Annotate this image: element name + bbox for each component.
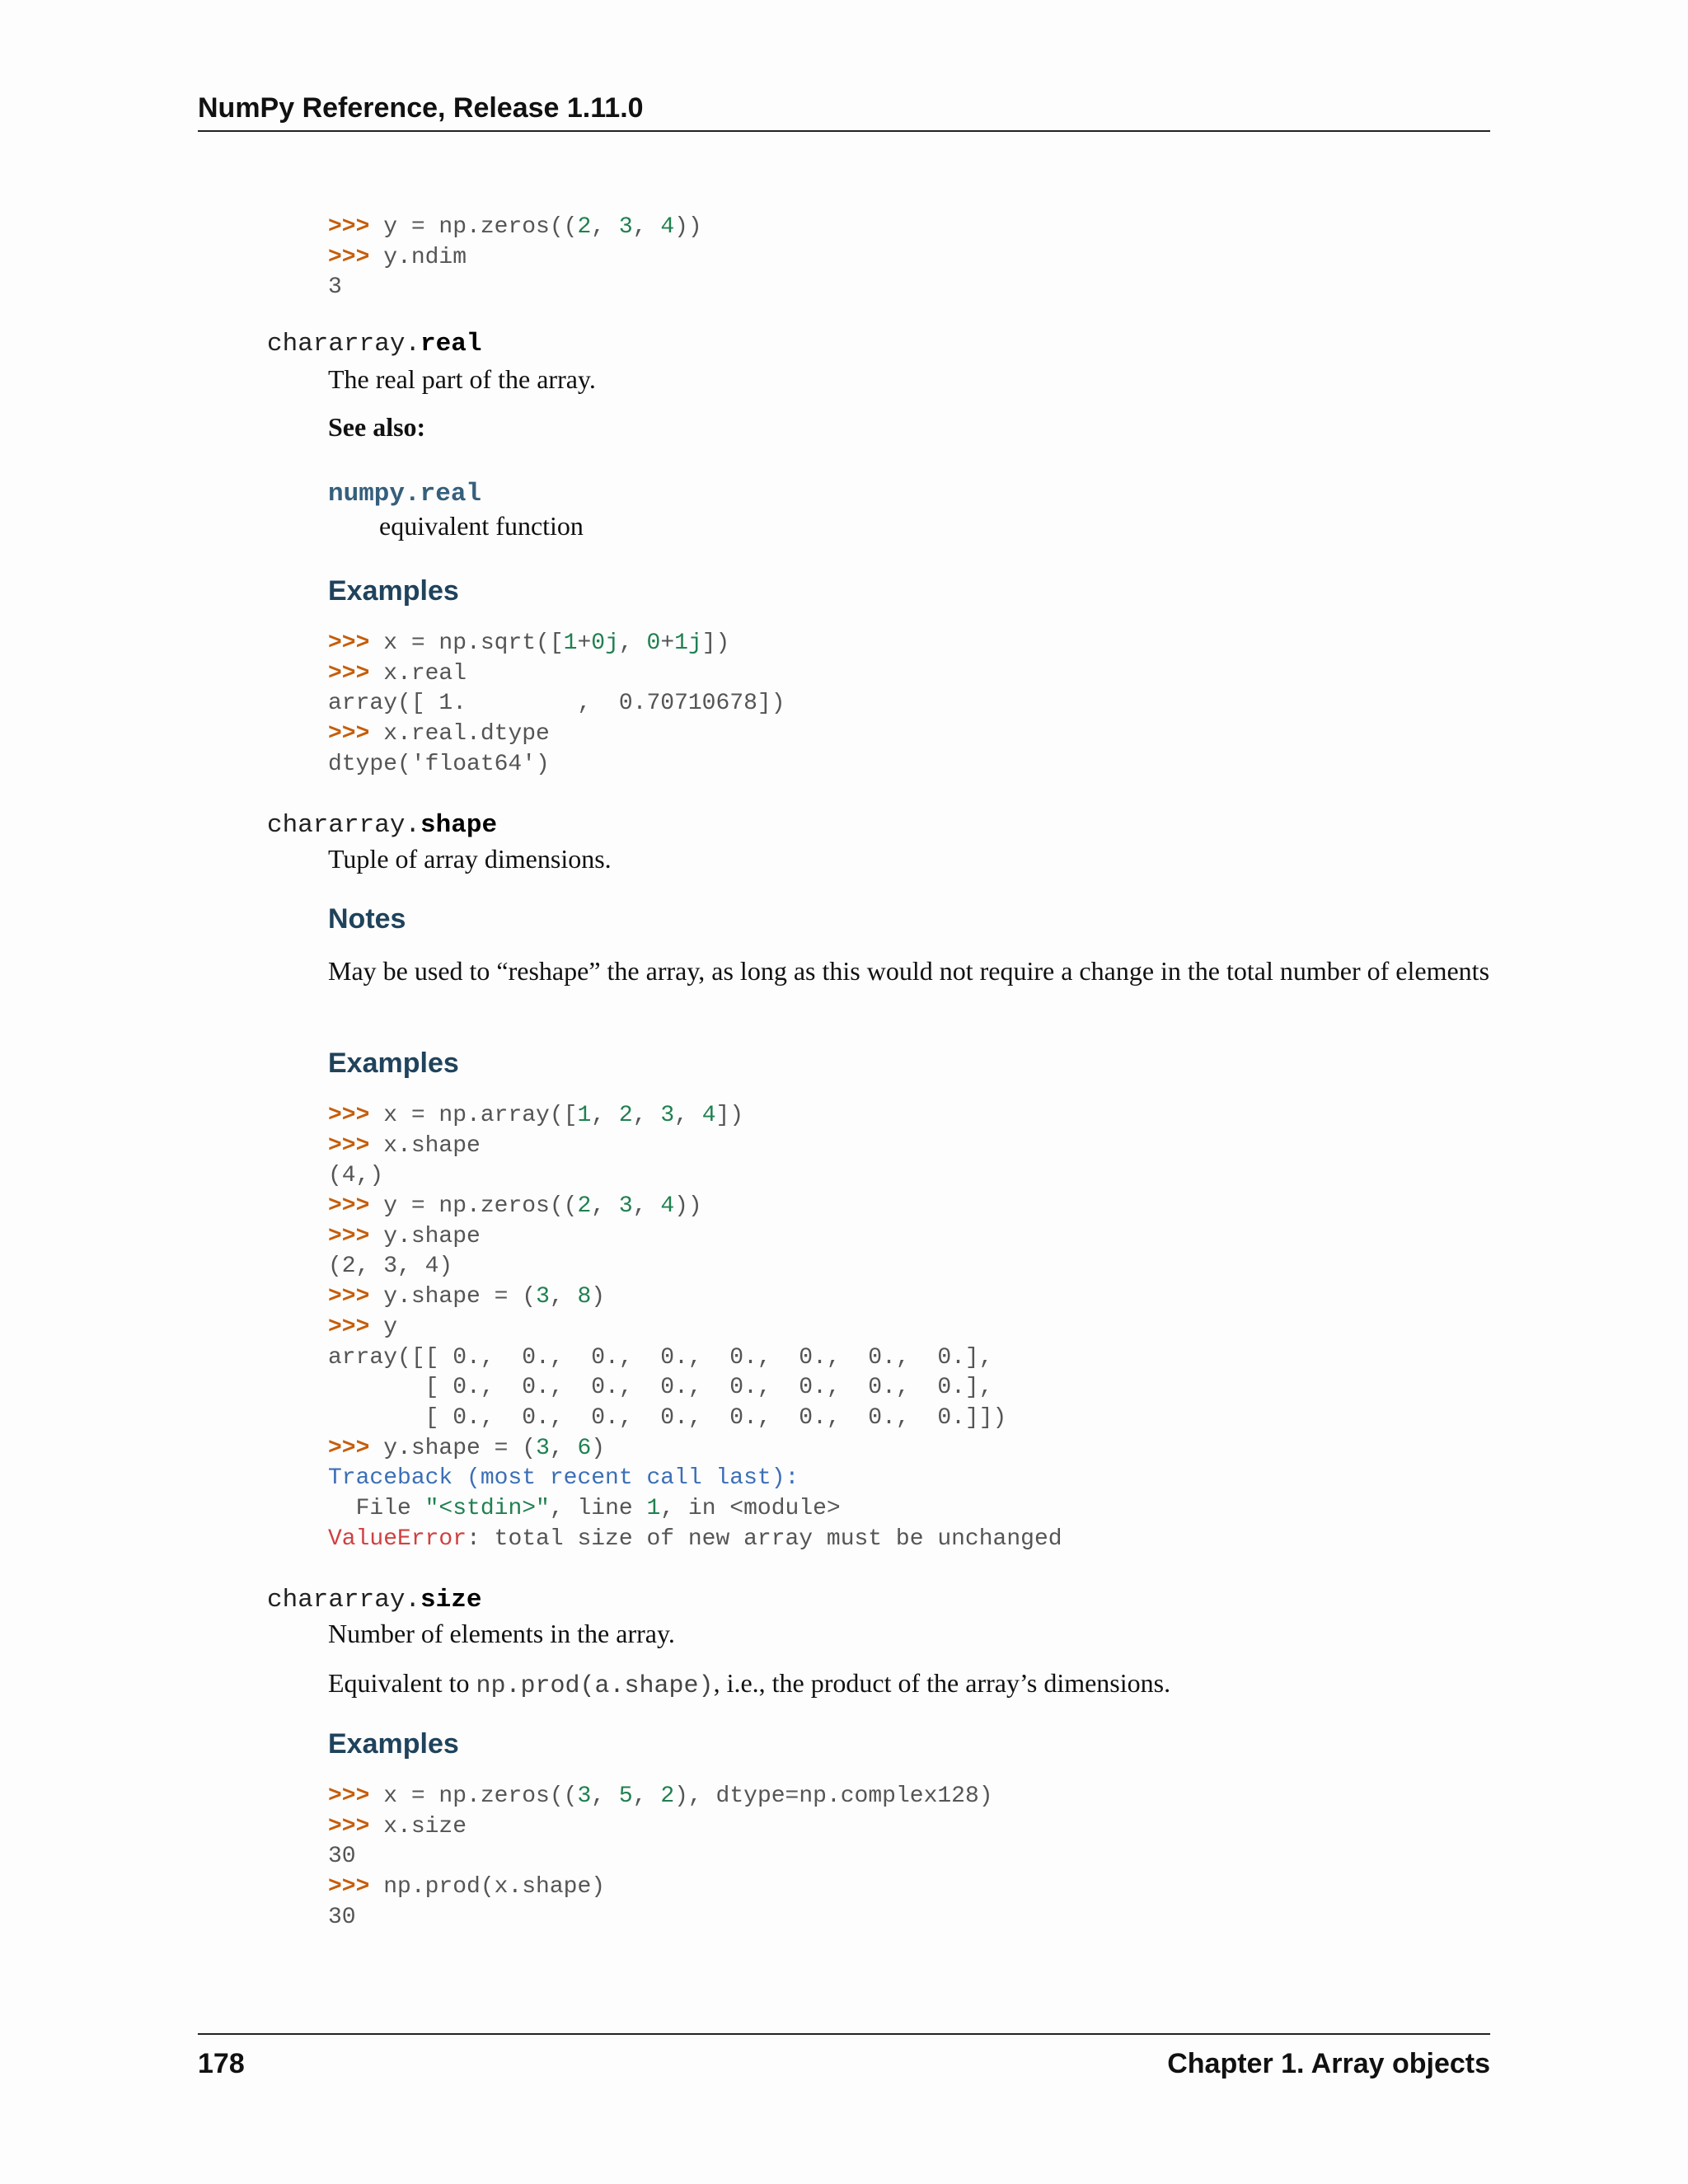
see-also-link-numpy-real[interactable]: numpy.real <box>328 480 482 509</box>
page-header <box>198 92 1490 132</box>
code-output: array([[ 0., 0., 0., 0., 0., 0., 0., 0.], <box>328 1344 993 1371</box>
examples-heading: Examples <box>328 1728 459 1760</box>
see-also-label: See also: <box>328 412 426 442</box>
page-number: 178 <box>198 2048 245 2079</box>
code-output: array([ 1. , 0.70710678]) <box>328 691 785 717</box>
code-line: >>> y.shape = (3, 6) <box>328 1435 606 1461</box>
code-line: >>> x = np.zeros((3, 5, 2), dtype=np.complex128) <box>328 1783 993 1809</box>
chapter-title: Chapter 1. Array objects <box>1167 2048 1490 2079</box>
size-description: Number of elements in the array. <box>328 1619 675 1648</box>
code-line: >>> y.shape <box>328 1223 481 1249</box>
examples-heading: Examples <box>328 1047 459 1079</box>
code-output: 30 <box>328 1844 356 1870</box>
signature-real: chararray.real <box>267 330 482 359</box>
examples-heading: Examples <box>328 575 459 607</box>
code-output: [ 0., 0., 0., 0., 0., 0., 0., 0.], <box>328 1375 993 1401</box>
signature-size: chararray.size <box>267 1586 482 1615</box>
notes-text: May be used to “reshape” the array, as long as this would not require a change in the total number of elements <box>328 956 1490 986</box>
code-line: >>> x = np.array([1, 2, 3, 4]) <box>328 1103 744 1128</box>
code-line: >>> x.shape <box>328 1132 481 1159</box>
code-output: dtype('float64') <box>328 751 550 777</box>
inline-code: np.prod(a.shape) <box>476 1672 714 1700</box>
code-output: 30 <box>328 1904 356 1930</box>
code-output: ValueError: total size of new array must be unchanged <box>328 1526 1062 1552</box>
notes-heading: Notes <box>328 903 406 935</box>
real-description: The real part of the array. <box>328 364 596 394</box>
see-also-description: equivalent function <box>379 511 584 541</box>
code-line: >>> y <box>328 1314 398 1340</box>
code-block-ndim <box>328 213 702 303</box>
code-line: >>> np.prod(x.shape) <box>328 1874 606 1900</box>
code-output: 3 <box>328 274 342 301</box>
code-line: >>> y = np.zeros((2, 3, 4)) <box>328 214 702 240</box>
code-line: >>> x = np.sqrt([1+0j, 0+1j]) <box>328 630 730 656</box>
code-block-real <box>328 629 785 780</box>
code-block-size <box>328 1782 993 1933</box>
shape-description: Tuple of array dimensions. <box>328 844 612 874</box>
code-output: (2, 3, 4) <box>328 1254 453 1280</box>
signature-shape: chararray.shape <box>267 811 498 840</box>
code-output: (4,) <box>328 1163 384 1189</box>
code-output: [ 0., 0., 0., 0., 0., 0., 0., 0.]]) <box>328 1404 1007 1431</box>
code-block-shape <box>328 1101 1062 1554</box>
running-title: NumPy Reference, Release 1.11.0 <box>198 92 644 124</box>
code-line: >>> x.size <box>328 1813 467 1840</box>
code-output: File "<stdin>", line 1, in <module> <box>328 1495 841 1521</box>
code-line: >>> y = np.zeros((2, 3, 4)) <box>328 1193 702 1220</box>
page-footer <box>198 2033 1490 2084</box>
code-line: >>> x.real.dtype <box>328 721 550 748</box>
size-equivalence: Equivalent to np.prod(a.shape), i.e., the product of the array’s dimensions. <box>328 1668 1171 1700</box>
code-line: >>> y.shape = (3, 8) <box>328 1284 606 1310</box>
code-output: Traceback (most recent call last): <box>328 1465 799 1492</box>
code-line: >>> x.real <box>328 660 467 687</box>
code-line: >>> y.ndim <box>328 244 467 270</box>
